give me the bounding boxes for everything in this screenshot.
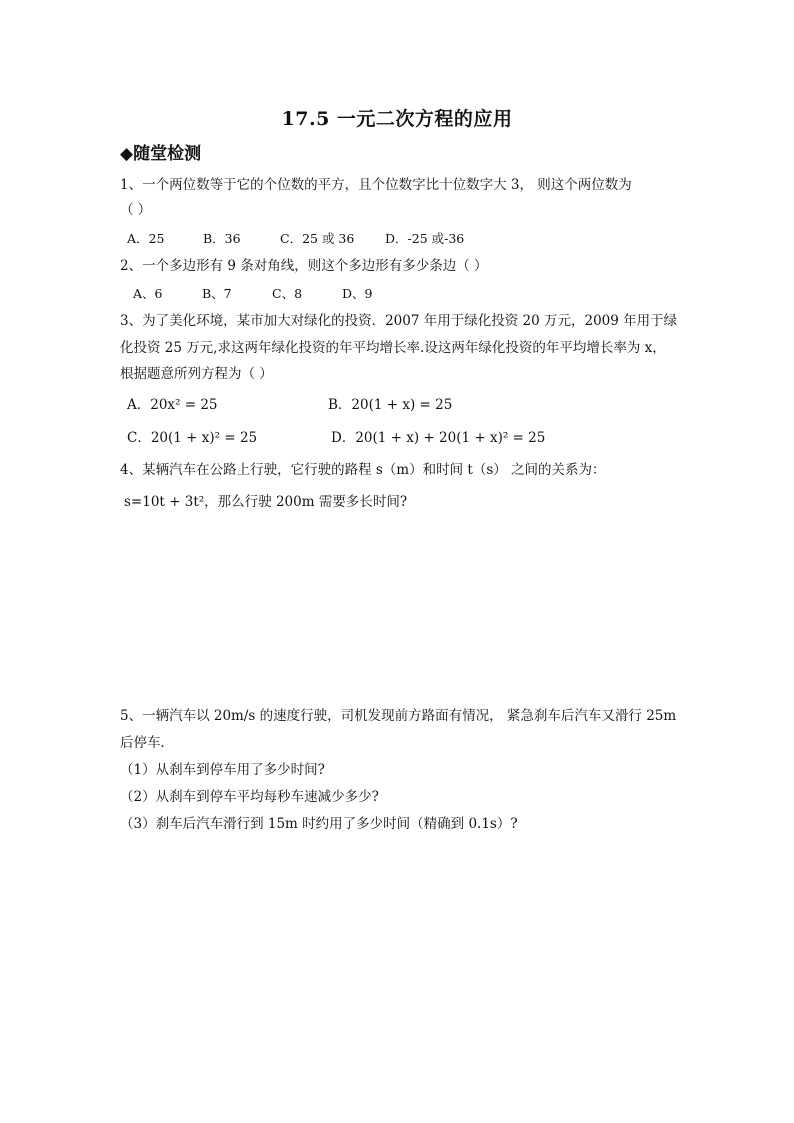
q4-stem-line1: 4、某辆汽车在公路上行驶，它行驶的路程 s（m）和时间 t（s） 之间的关系为： — [120, 462, 606, 478]
page-title: 17.5 一元二次方程的应用 — [281, 108, 513, 130]
q3-option-c: C．20(1 + x)² = 25 — [127, 430, 258, 446]
q3-option-a: A．20x² = 25 — [127, 397, 218, 413]
q3-stem-line3: 根据题意所列方程为（ ） — [120, 366, 273, 382]
q1-option-a: A．25 — [127, 231, 165, 246]
q4-stem-line2: s=10t + 3t²，那么行驶 200m 需要多长时间? — [124, 494, 408, 510]
q5-sub-question-1: （1）从刹车到停车用了多少时间? — [120, 762, 325, 778]
q2-options — [133, 284, 372, 304]
q2-option-b: B、7 — [202, 286, 232, 301]
q3-stem-line2: 化投资 25 万元,求这两年绿化投资的年平均增长率.设这两年绿化投资的年平均增长率为 x， — [120, 340, 666, 356]
q2-stem: 2、一个多边形有 9 条对角线，则这个多边形有多少条边（ ） — [120, 258, 488, 274]
q5-sub-question-2: （2）从刹车到停车平均每秒车速减少多少? — [120, 789, 379, 805]
q2-option-c: C、8 — [272, 286, 303, 301]
q5-sub-question-3: （3）刹车后汽车滑行到 15m 时约用了多少时间（精确到 0.1s）? — [120, 816, 518, 832]
section-heading: ◆随堂检测 — [120, 144, 202, 164]
q1-stem-line2: （ ） — [120, 202, 152, 218]
q2-option-d: D、9 — [342, 286, 373, 301]
q1-option-b: B．36 — [203, 231, 241, 246]
q1-options — [127, 229, 464, 249]
q2-option-a: A、6 — [133, 286, 163, 301]
q1-stem-line1: 1、一个两位数等于它的个位数的平方，且个位数字比十位数字大 3， 则这个两位数为 — [120, 177, 632, 193]
q5-stem-line1: 5、一辆汽车以 20m/s 的速度行驶，司机发现前方路面有情况， 紧急刹车后汽车又滑行 25m — [120, 708, 677, 724]
q1-option-d: D．-25 或-36 — [385, 231, 465, 246]
q3-stem-line1: 3、为了美化环境，某市加大对绿化的投资．2007 年用于绿化投资 20 万元，2009 年用于绿 — [120, 313, 678, 329]
q1-option-c: C．25 或 36 — [280, 231, 355, 246]
q5-stem-line2: 后停车． — [120, 735, 174, 751]
q3-option-b: B．20(1 + x) = 25 — [328, 397, 453, 413]
q3-option-d: D．20(1 + x) + 20(1 + x)² = 25 — [331, 430, 546, 446]
